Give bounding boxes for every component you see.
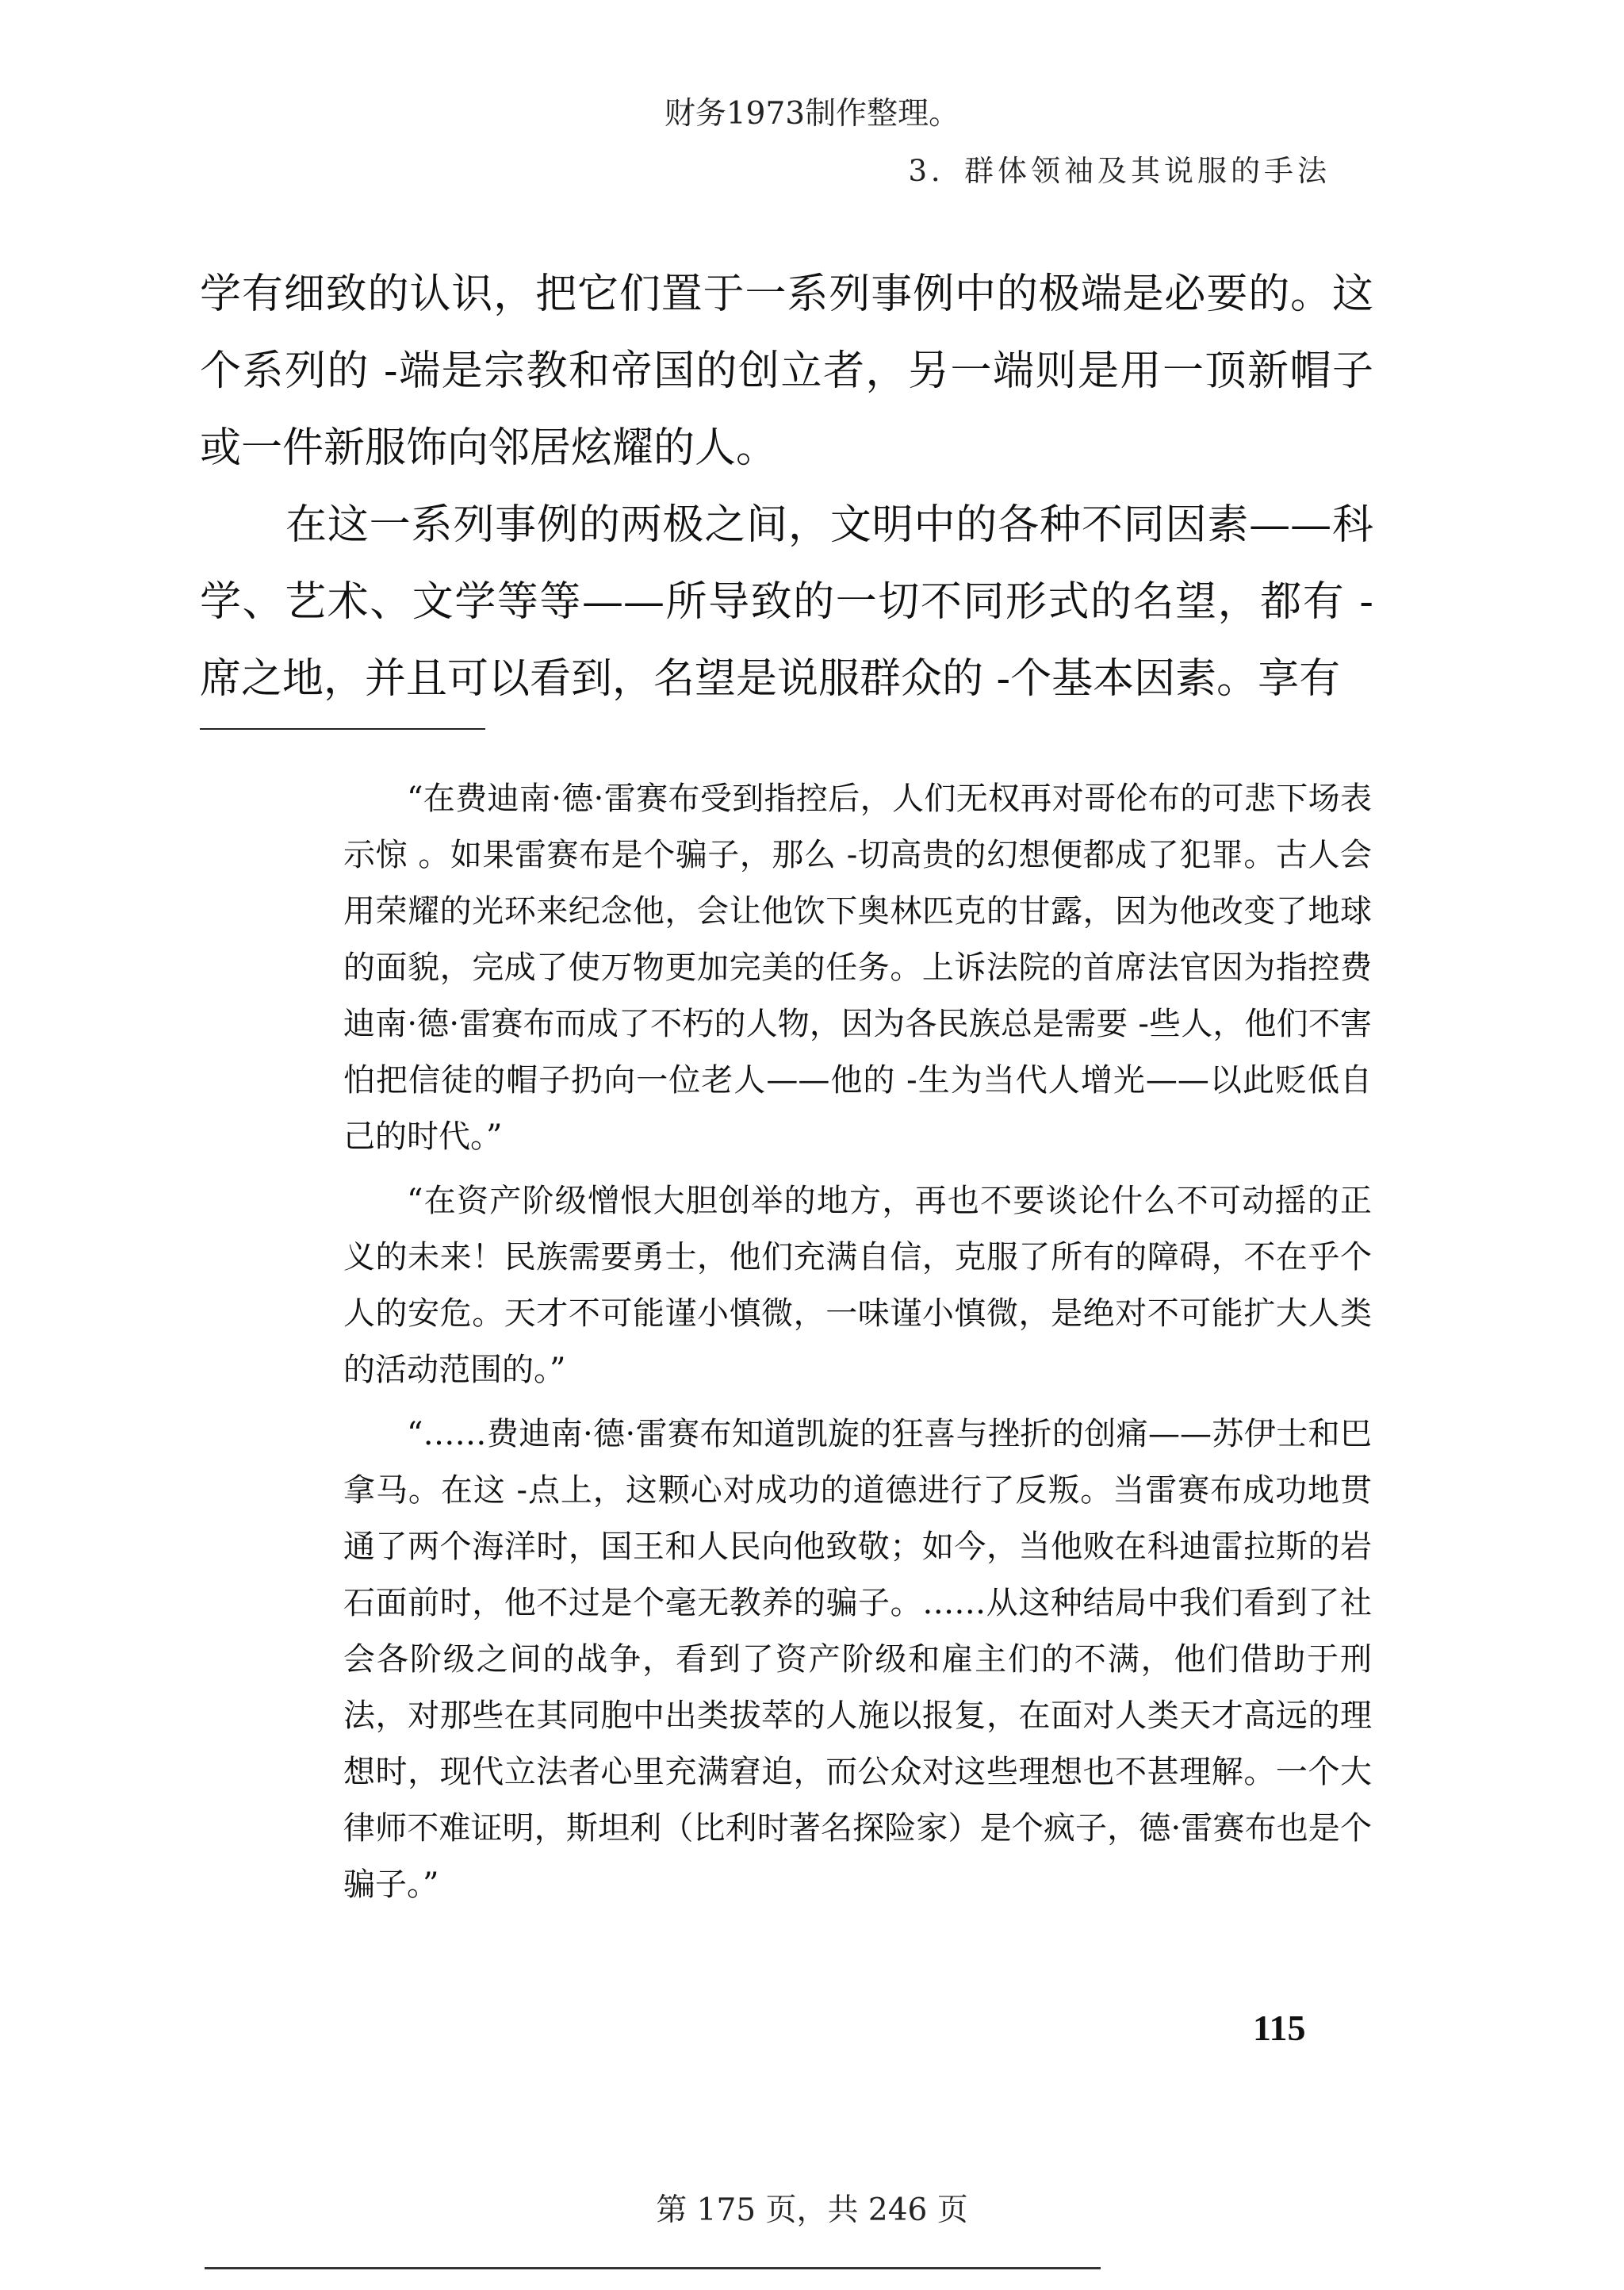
- page-number: 115: [1253, 2008, 1306, 2048]
- main-body-text: [200, 256, 1373, 718]
- footnote-paragraph: “在费迪南·德·雷赛布受到指控后，人们无权再对哥伦布的可悲下场表示惊 。如果雷赛布是个骗子，那么 -切高贵的幻想便都成了犯罪。古人会用荣耀的光环来纪念他，会让他饮下奥林匹克的甘露，因为他改变了地球的面貌，完成了使万物更加完美的任务。上诉法院的首席法官因为指控费迪南·德·雷赛布而成了不朽的人物，因为各民族总是需要 -些人，他们不害怕把信徒的帽子扔向一位老人——他的 -生为当代人增光——以此贬低自己的时代。”: [343, 781, 1372, 1155]
- footnote-paragraph: “……费迪南·德·雷赛布知道凯旋的狂喜与挫折的创痛——苏伊士和巴拿马。在这 -点上，这颗心对成功的道德进行了反叛。当雷赛布成功地贯通了两个海洋时，国王和人民向他致敬；如今，当他败在科迪雷拉斯的岩石面前时，他不过是个毫无教养的骗子。……从这种结局中我们看到了社会各阶级之间的战争，看到了资产阶级和雇主们的不满，他们借助于刑法，对那些在其同胞中出类拔萃的人施以报复，在面对人类天才高远的理想时，现代立法者心里充满窘迫，而公众对这些理想也不甚理解。一个大律师不难证明，斯坦利（比利时著名探险家）是个疯子，德·雷赛布也是个骗子。”: [343, 1416, 1372, 1903]
- footnote-divider: [200, 728, 485, 730]
- footnote: [343, 771, 1372, 1921]
- running-head: 3．群体领袖及其说服的手法: [908, 154, 1331, 188]
- body-paragraph: 在这一系列事例的两极之间，文明中的各种不同因素——科学、艺术、文学等等——所导致的一切不同形式的名望，都有 -席之地，并且可以看到，名望是说服群众的 -个基本因素。享有: [200, 501, 1373, 703]
- header-watermark: 财务1973制作整理。: [664, 96, 960, 132]
- bottom-divider: [205, 2267, 1101, 2269]
- footnote-paragraph: “在资产阶级憎恨大胆创举的地方，再也不要谈论什么不可动摇的正义的未来！民族需要勇士，他们充满自信，克服了所有的障碍，不在乎个人的安危。天才不可能谨小慎微，一味谨小慎微，是绝对不可能扩大人类的活动范围的。”: [343, 1183, 1372, 1388]
- pdf-page-indicator: 第 175 页，共 246 页: [656, 2192, 968, 2228]
- body-paragraph: 学有细致的认识，把它们置于一系列事例中的极端是必要的。这个系列的 -端是宗教和帝国的创立者，另一端则是用一顶新帽子或一件新服饰向邻居炫耀的人。: [200, 270, 1373, 472]
